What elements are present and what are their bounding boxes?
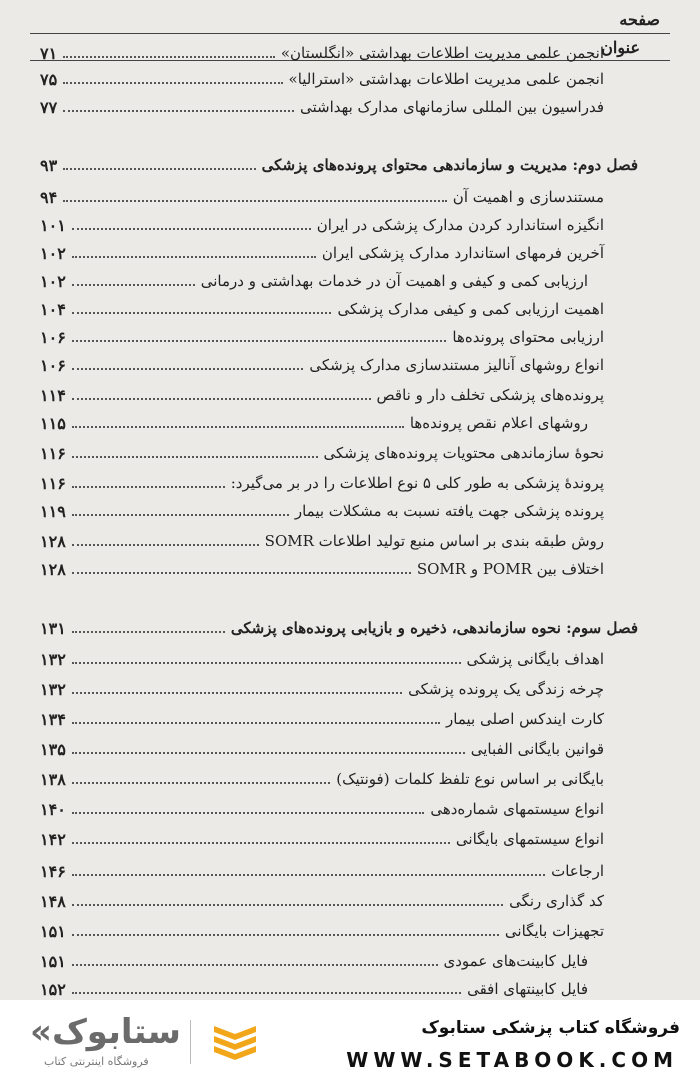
entry-title: ارزیابی محتوای پرونده‌ها	[452, 328, 604, 346]
leader-dots	[63, 200, 447, 202]
leader-dots	[63, 56, 275, 58]
entry-page-number: ۱۵۲	[40, 979, 66, 999]
entry-page-number: ۱۰۲	[40, 243, 66, 263]
entry-title: بایگانی بر اساس نوع تلفظ کلمات (فونتیک)	[336, 770, 604, 788]
leader-dots	[72, 398, 371, 400]
entry-page-number: ۱۰۶	[40, 327, 66, 347]
entry-title: قوانین بایگانی الفبایی	[470, 740, 604, 758]
entry-page-number: ۷۷	[40, 97, 58, 117]
chapter-entry	[40, 152, 638, 178]
entry-title: آخرین فرمهای استاندارد مدارک پزشکی ایران	[321, 244, 604, 262]
entry-title: فصل دوم: مدیریت و سازماندهی محتوای پرونده‌های پزشکی	[261, 156, 638, 174]
leader-dots	[72, 964, 438, 966]
entry-page-number: ۱۲۸	[40, 531, 66, 551]
header-rule	[30, 33, 670, 34]
leader-dots	[72, 486, 225, 488]
leader-dots	[72, 934, 499, 936]
entry-title: انواع سیستمهای بایگانی	[455, 830, 604, 848]
toc-entry	[40, 528, 604, 554]
toc-entry	[40, 556, 604, 582]
leader-dots	[72, 662, 461, 664]
toc-entry	[40, 858, 604, 884]
entry-page-number: ۱۴۲	[40, 829, 66, 849]
shop-url[interactable]: WWW.SETABOOK.COM	[346, 1048, 678, 1072]
entry-page-number: ۱۳۱	[40, 618, 66, 638]
page-column-label: صفحه	[619, 10, 660, 29]
entry-page-number: ۱۵۱	[40, 921, 66, 941]
toc-entry	[40, 66, 604, 92]
leader-dots	[72, 631, 225, 633]
entry-title: فایل کابینتهای افقی	[467, 980, 588, 998]
entry-page-number: ۱۱۹	[40, 501, 66, 521]
toc-entry	[40, 470, 604, 496]
entry-page-number: ۱۱۴	[40, 385, 66, 405]
entry-page-number: ۱۳۲	[40, 679, 66, 699]
entry-title: تجهیزات بایگانی	[504, 922, 604, 940]
toc-entry	[40, 240, 604, 266]
entry-page-number: ۱۰۶	[40, 355, 66, 375]
leader-dots	[72, 782, 331, 784]
leader-dots	[72, 752, 465, 754]
entry-page-number: ۱۳۸	[40, 769, 66, 789]
entry-page-number: ۱۰۱	[40, 215, 66, 235]
entry-title: پرونده پزشکی جهت یافته نسبت به مشکلات بیمار	[294, 502, 604, 520]
leader-dots	[72, 514, 289, 516]
logo-wordmark: «ستابوک	[30, 1012, 181, 1052]
toc-entry	[40, 410, 588, 436]
entry-title: فصل سوم: نحوه سازماندهی، ذخیره و بازیابی پرونده‌های پزشکی	[230, 619, 638, 637]
toc-entry	[40, 796, 604, 822]
entry-title: چرخه زندگی یک پرونده پزشکی	[408, 680, 604, 698]
toc-entry	[40, 212, 604, 238]
toc-entry	[40, 382, 604, 408]
entry-title: اهداف بایگانی پزشکی	[466, 650, 604, 668]
toc-entry	[40, 888, 604, 914]
toc-entry	[40, 976, 588, 1000]
entry-title: روش طبقه بندی بر اساس منبع تولید اطلاعات SOMR	[264, 532, 604, 550]
entry-page-number: ۱۴۸	[40, 891, 66, 911]
leader-dots	[72, 228, 311, 230]
leader-dots	[63, 82, 282, 84]
entry-title: ارجاعات	[551, 862, 604, 880]
entry-title: انگیزه استاندارد کردن مدارک پزشکی در ایران	[316, 216, 604, 234]
leader-dots	[72, 544, 259, 546]
leader-dots	[63, 168, 255, 170]
leader-dots	[72, 368, 304, 370]
toc-entry	[40, 676, 604, 702]
entry-page-number: ۱۴۰	[40, 799, 66, 819]
entry-page-number: ۱۴۶	[40, 861, 66, 881]
entry-title: کد گذاری رنگی	[509, 892, 604, 910]
entry-title: پرونده‌های پزشکی تخلف دار و ناقص	[376, 386, 604, 404]
book-logo-icon	[212, 1024, 258, 1060]
entry-page-number: ۱۰۲	[40, 271, 66, 291]
toc-entry	[40, 646, 604, 672]
leader-dots	[72, 874, 545, 876]
toc-entry	[40, 440, 604, 466]
toc-entry	[40, 184, 604, 210]
entry-page-number: ۱۵۱	[40, 951, 66, 971]
entry-title: انجمن علمی مدیریت اطلاعات بهداشتی «استرالیا»	[288, 70, 604, 88]
entry-page-number: ۱۲۸	[40, 559, 66, 579]
leader-dots	[72, 312, 332, 314]
entry-page-number: ۹۳	[40, 155, 58, 175]
toc-entry	[40, 94, 604, 120]
entry-title: ارزیابی کمی و کیفی و اهمیت آن در خدمات بهداشتی و درمانی	[200, 272, 588, 290]
leader-dots	[72, 722, 440, 724]
leader-dots	[72, 284, 195, 286]
logo-tagline: فروشگاه اینترنتی کتاب	[44, 1055, 149, 1068]
leader-dots	[72, 842, 450, 844]
leader-dots	[72, 256, 316, 258]
entry-page-number: ۱۳۵	[40, 739, 66, 759]
toc-entry	[40, 918, 604, 944]
entry-title: انواع روشهای آنالیز مستندسازی مدارک پزشکی	[309, 356, 604, 374]
leader-dots	[72, 426, 404, 428]
entry-title: نحوهٔ سازماندهی محتویات پرونده‌های پزشکی	[323, 444, 604, 462]
toc-entry	[40, 352, 604, 378]
entry-title: اهمیت ارزیابی کمی و کیفی مدارک پزشکی	[337, 300, 604, 318]
topic-column-label: عنوان	[601, 38, 640, 57]
toc-entry	[40, 706, 604, 732]
leader-dots	[72, 904, 503, 906]
toc-entry	[40, 826, 604, 852]
toc-entry	[40, 948, 588, 974]
leader-dots	[72, 572, 411, 574]
toc-entry	[40, 324, 604, 350]
entry-page-number: ۱۳۴	[40, 709, 66, 729]
leader-dots	[72, 340, 447, 342]
leader-dots	[72, 992, 461, 994]
toc-entry	[40, 268, 588, 294]
entry-title: پروندهٔ پزشکی به طور کلی ۵ نوع اطلاعات را در بر می‌گیرد:	[230, 474, 604, 492]
toc-entry	[40, 40, 604, 66]
entry-title: مستندسازی و اهمیت آن	[452, 188, 604, 206]
footer-divider	[190, 1020, 191, 1064]
entry-page-number: ۱۳۲	[40, 649, 66, 669]
entry-page-number: ۱۱۶	[40, 443, 66, 463]
entry-title: انجمن علمی مدیریت اطلاعات بهداشتی «انگلستان»	[280, 44, 604, 62]
toc-entry	[40, 736, 604, 762]
footer-banner	[0, 1000, 700, 1080]
entry-page-number: ۷۵	[40, 69, 58, 89]
toc-entry	[40, 766, 604, 792]
toc-entry	[40, 498, 604, 524]
entry-page-number: ۱۰۴	[40, 299, 66, 319]
entry-title: اختلاف بین POMR و SOMR	[416, 560, 604, 578]
leader-dots	[72, 456, 318, 458]
entry-page-number: ۷۱	[40, 43, 58, 63]
chapter-entry	[40, 615, 638, 641]
leader-dots	[72, 812, 425, 814]
leader-dots	[63, 110, 294, 112]
entry-page-number: ۱۱۶	[40, 473, 66, 493]
entry-page-number: ۹۴	[40, 187, 58, 207]
leader-dots	[72, 692, 402, 694]
shop-name: فروشگاه کتاب پزشکی ستابوک	[421, 1018, 680, 1038]
toc-entry	[40, 296, 604, 322]
entry-title: فایل کابینت‌های عمودی	[443, 952, 588, 970]
entry-title: فدراسیون بین المللی سازمانهای مدارک بهداشتی	[300, 98, 604, 116]
entry-page-number: ۱۱۵	[40, 413, 66, 433]
entry-title: انواع سیستمهای شماره‌دهی	[430, 800, 604, 818]
entry-title: کارت ایندکس اصلی بیمار	[446, 710, 604, 728]
entry-title: روشهای اعلام نقص پرونده‌ها	[409, 414, 588, 432]
